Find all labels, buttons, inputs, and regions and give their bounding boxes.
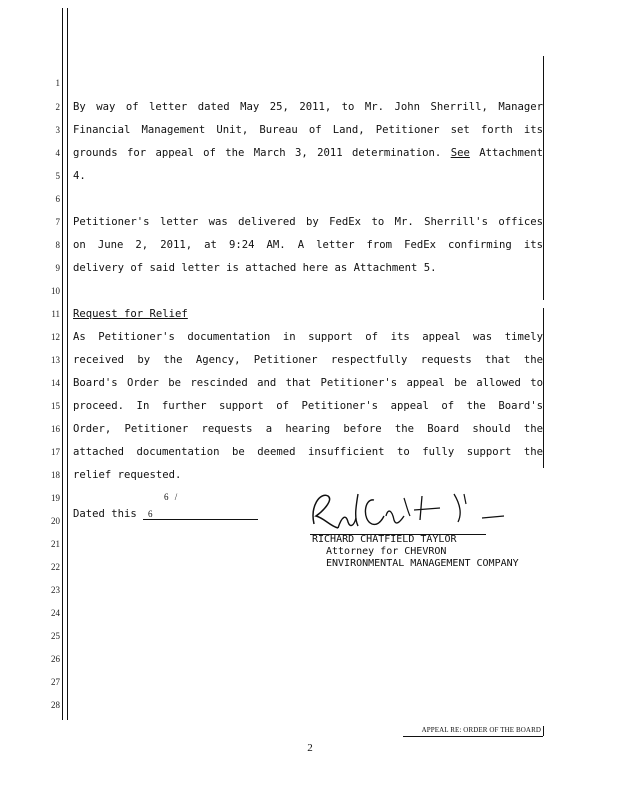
- line-number: 12: [51, 332, 60, 342]
- left-margin-rule-outer: [62, 8, 63, 720]
- line-number: 4: [55, 148, 60, 158]
- text-line: on June 2, 2011, at 9:24 AM. A letter from FedEx confirming its: [73, 239, 543, 251]
- text-line: [73, 146, 543, 160]
- handwritten-marks: 6 /: [164, 492, 180, 502]
- text-line: By way of letter dated May 25, 2011, to Mr. John Sherrill, Manager: [73, 101, 543, 113]
- text-line: relief requested.: [73, 469, 182, 481]
- section-heading: Request for Relief: [73, 308, 188, 320]
- line-number: 3: [55, 125, 60, 135]
- text-line: received by the Agency, Petitioner respectfully requests that the: [73, 354, 543, 366]
- dated-label: Dated this: [73, 508, 137, 520]
- line-number: 20: [51, 516, 60, 526]
- line-number: 25: [51, 631, 60, 641]
- page-number: 2: [307, 742, 313, 754]
- signer-company: ENVIRONMENTAL MANAGEMENT COMPANY: [326, 558, 519, 569]
- text-line: Petitioner's letter was delivered by FedEx to Mr. Sherrill's offices: [73, 216, 543, 228]
- line-number: 16: [51, 424, 60, 434]
- line-number: 15: [51, 401, 60, 411]
- right-margin-rule: [543, 56, 544, 300]
- line-number: 13: [51, 355, 60, 365]
- left-margin-rule-inner: [67, 8, 68, 720]
- see-reference: See: [450, 147, 470, 159]
- signer-role: Attorney for CHEVRON: [326, 546, 447, 557]
- handwritten-day: 6: [148, 509, 153, 519]
- line-number: 26: [51, 654, 60, 664]
- line-number: 7: [55, 217, 60, 227]
- line-number: 22: [51, 562, 60, 572]
- right-margin-rule-bottom: [543, 726, 544, 736]
- attachment-word: Attachment: [479, 147, 543, 159]
- date-underline: [143, 519, 258, 520]
- line-number: 18: [51, 470, 60, 480]
- text-line: Financial Management Unit, Bureau of Land, Petitioner set forth its: [73, 124, 543, 136]
- line-number: 10: [51, 286, 60, 296]
- line-number: 14: [51, 378, 60, 388]
- footer-rule: [403, 736, 543, 737]
- line-number: 19: [51, 493, 60, 503]
- line-number: 24: [51, 608, 60, 618]
- text-line: proceed. In further support of Petitioner's appeal of the Board's: [73, 400, 543, 412]
- line-number: 8: [55, 240, 60, 250]
- line-number: 9: [55, 263, 60, 273]
- signer-name: RICHARD CHATFIELD TAYLOR: [312, 534, 457, 545]
- line-number: 6: [55, 194, 60, 204]
- text-line: As Petitioner's documentation in support of its appeal was timely: [73, 331, 543, 343]
- line-number: 2: [55, 102, 60, 112]
- line-number: 28: [51, 700, 60, 710]
- text-line: 4.: [73, 170, 86, 182]
- line-number: 1: [55, 78, 60, 88]
- text-line: Board's Order be rescinded and that Petitioner's appeal be allowed to: [73, 377, 543, 389]
- line-number: 21: [51, 539, 60, 549]
- text-segment: grounds for appeal of the March 3, 2011 determination.: [73, 147, 442, 159]
- line-number: 27: [51, 677, 60, 687]
- text-line: Order, Petitioner requests a hearing before the Board should the: [73, 423, 543, 435]
- signature-graphic: [294, 486, 524, 536]
- right-margin-rule-lower: [543, 308, 544, 468]
- line-number: 11: [51, 309, 60, 319]
- text-line: attached documentation be deemed insufficient to fully support the: [73, 446, 543, 458]
- line-number: 5: [55, 171, 60, 181]
- line-number: 23: [51, 585, 60, 595]
- line-number: 17: [51, 447, 60, 457]
- page-footer: APPEAL RE: ORDER OF THE BOARD: [421, 726, 541, 734]
- text-line: delivery of said letter is attached here as Attachment 5.: [73, 262, 437, 274]
